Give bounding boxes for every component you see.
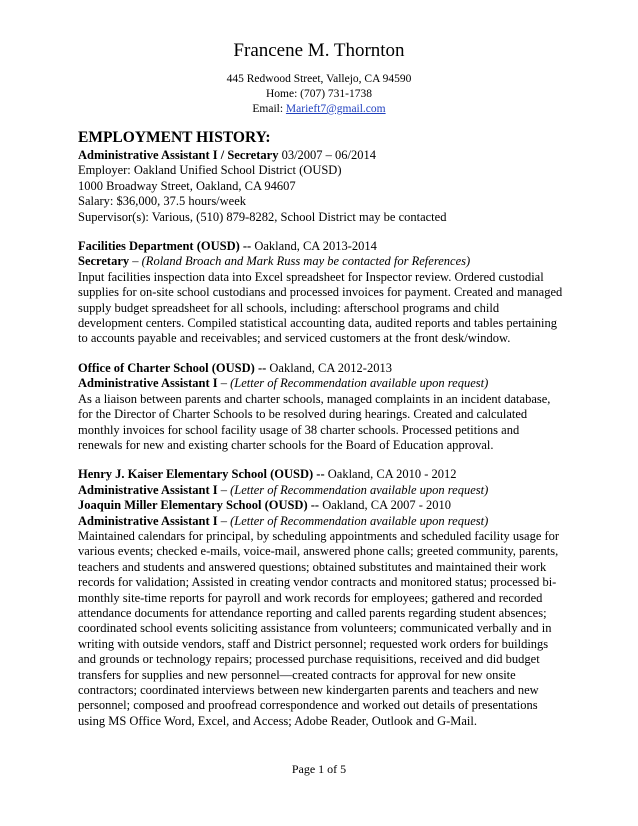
job-title-line: [78, 148, 578, 163]
role-line: Administrative Assistant I – (Letter of Recommendation available upon request): [78, 482, 489, 497]
description-line: attendance documents for attendance reporting and called parents regarding student absences;: [78, 605, 547, 620]
reference-note: (Letter of Recommendation available upon request): [230, 513, 489, 528]
employer-line: Employer: Oakland Unified School District (OUSD): [78, 163, 342, 178]
school-name: Joaquin Miller Elementary School (OUSD) --: [78, 498, 320, 513]
position-location: Oakland, CA 2010 - 2012: [324, 467, 457, 482]
position-heading: [78, 498, 578, 513]
description-line: writing with outside vendors, staff and District personnel; requested work orders for buildings: [78, 636, 549, 651]
job-description: [78, 392, 578, 454]
job-description: [78, 270, 578, 347]
salary-line: Salary: $36,000, 37.5 hours/week: [78, 194, 247, 209]
position-heading: [78, 467, 578, 482]
role-title: Administrative Assistant I: [78, 376, 218, 391]
description-line: supplies for on-site school custodians and processed invoices for payment. Created and managed: [78, 285, 563, 300]
job-dates: 03/2007 – 06/2014: [278, 148, 377, 162]
position-location: Oakland, CA 2013-2014: [251, 239, 377, 254]
position-location: Oakland, CA 2007 - 2010: [319, 498, 452, 513]
description-line: contractors; coordinated interviews between new kindergarten parents and teachers and new: [78, 683, 539, 697]
description-line: Input facilities inspection data into Excel spreadsheet for Inspector review. Ordered custodial: [78, 269, 544, 284]
description-line: Maintained calendars for principal, by scheduling appointments and scheduled facility usage for: [78, 528, 560, 543]
phone-line: Home: (707) 731-1738: [265, 88, 373, 100]
page-number: Page 1 of 5: [291, 762, 347, 776]
description-line: As a liaison between parents and charter schools, managed complaints in an incident database,: [78, 391, 551, 406]
department-name: Facilities Department (OUSD) --: [78, 239, 252, 254]
role-title: Secretary: [78, 254, 130, 269]
description-line: records for validation; Assisted in creating vendor contracts and monitored status; processed bi-: [78, 575, 557, 590]
description-line: monthly invoices for school facility usage of 38 charter schools. Processed petitions and: [78, 422, 520, 437]
email-line: [0, 102, 638, 117]
email-link[interactable]: Marieft7@gmail.com: [285, 103, 386, 115]
reference-note: (Roland Broach and Mark Russ may be contacted for References): [141, 254, 471, 269]
description-line: teachers and students and answered questions; obtained substitutes and maintained their work: [78, 559, 547, 574]
role-line: Administrative Assistant I – (Letter of Recommendation available upon request): [78, 513, 489, 528]
job-description: [78, 529, 578, 729]
description-line: coordinated school events soliciting assistance from volunteers; communicated verbally and in: [78, 621, 552, 636]
description-line: for the Director of Charter Schools to be resolved during hearings. Created and calculated: [78, 407, 528, 422]
role-title: Administrative Assistant I: [78, 513, 218, 528]
job-title: Administrative Assistant I / Secretary: [78, 148, 279, 162]
role-line: Secretary – (Roland Broach and Mark Russ may be contacted for References): [78, 254, 471, 269]
description-line: monthly site-time reports for payroll and work records for employees; gathered and recorded: [78, 590, 543, 605]
description-line: transfers for supplies and new personnel—created contracts for approval for new onsite: [78, 667, 516, 682]
description-line: using MS Office Word, Excel, and Access; Adobe Reader, Outlook and G-Mail.: [78, 713, 477, 728]
department-name: Office of Charter School (OUSD) --: [78, 360, 267, 375]
position-heading: [78, 361, 578, 376]
school-name: Henry J. Kaiser Elementary School (OUSD) --: [78, 467, 325, 482]
employer-address-line: 1000 Broadway Street, Oakland, CA 94607: [78, 178, 296, 193]
email-label: Email:: [252, 103, 284, 115]
address-line: 445 Redwood Street, Vallejo, CA 94590: [226, 73, 412, 85]
description-line: renewals for new and existing charter schools for the Board of Education approval.: [78, 437, 494, 452]
description-line: various events; checked e-mails, voice-mail, answered phone calls; greeted community, parents,: [78, 544, 559, 559]
description-line: development centers. Compiled statistical accounting data, audited reports and tables pertaining: [78, 316, 558, 331]
resume-body: [78, 128, 578, 729]
position-location: Oakland, CA 2012-2013: [266, 360, 392, 375]
supervisor-line: Supervisor(s): Various, (510) 879-8282, School District may be contacted: [78, 209, 447, 224]
applicant-name: Francene M. Thornton: [233, 40, 405, 61]
section-title-employment: EMPLOYMENT HISTORY:: [78, 129, 271, 146]
reference-note: (Letter of Recommendation available upon request): [230, 482, 489, 497]
description-line: supply budget spreadsheet for all schools, including: afterschool programs and child: [78, 300, 500, 315]
description-line: personnel; composed and proofread correspondence and worked out details of presentations: [78, 698, 538, 713]
contact-block: [0, 72, 638, 117]
reference-note: (Letter of Recommendation available upon request): [230, 376, 489, 391]
description-line: and grounds or technology repairs; processed purchase requisitions, received and did budget: [78, 652, 540, 667]
role-line: Administrative Assistant I – (Letter of Recommendation available upon request): [78, 376, 489, 391]
description-line: to accounts payable and receivables; and serviced customers at the front desk/window.: [78, 331, 511, 346]
position-heading: [78, 239, 578, 254]
role-title: Administrative Assistant I: [78, 482, 218, 497]
